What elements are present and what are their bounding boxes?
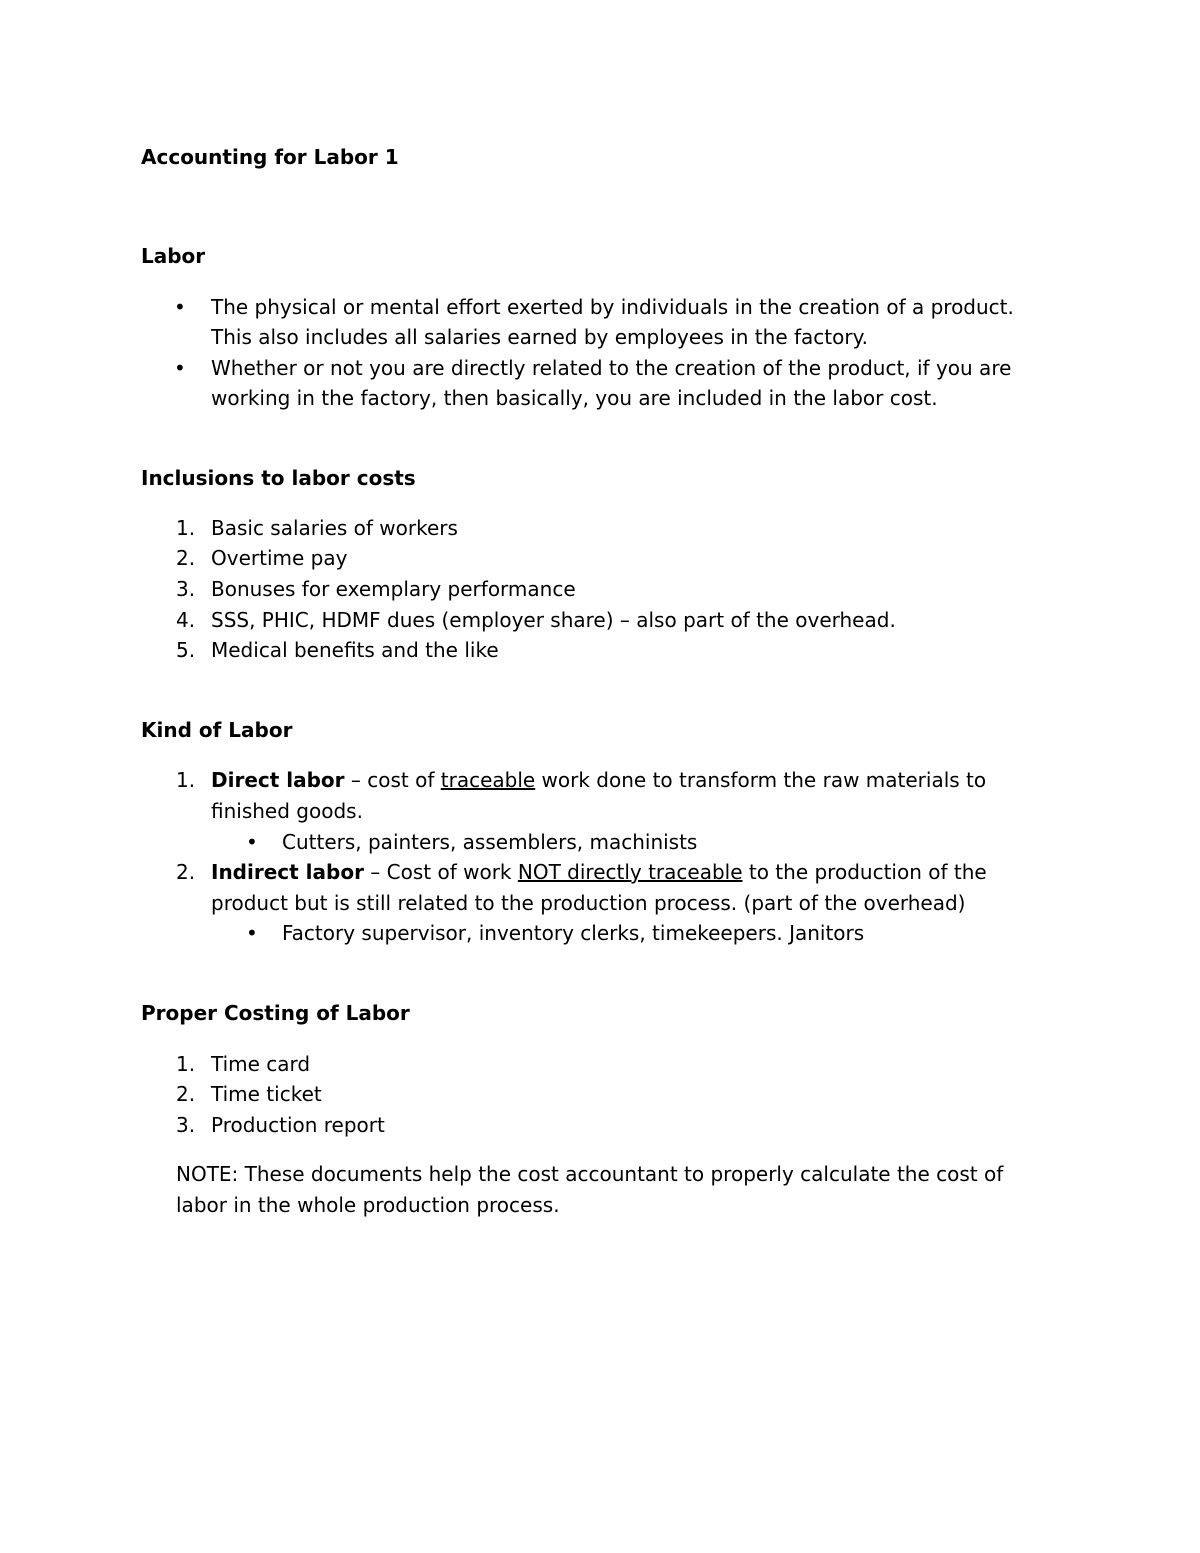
indirect-labor-rest: to the production of the: [742, 860, 987, 884]
direct-labor-line-1: [211, 768, 986, 792]
direct-labor-line-2: finished goods.: [211, 799, 363, 823]
labor-bullet-2-line-1: Whether or not you are directly related to the creation of the product, if you are: [211, 356, 1012, 380]
labor-bullet-1-line-2: This also includes all salaries earned by employees in the factory.: [211, 325, 868, 349]
indirect-labor-examples: Factory supervisor, inventory clerks, timekeepers. Janitors: [282, 921, 865, 945]
list-number: 5.: [176, 638, 196, 662]
list-number: 2.: [176, 1082, 196, 1106]
direct-labor-underlined: traceable: [440, 768, 536, 792]
costing-item: Time card: [211, 1052, 311, 1076]
inclusion-item: Medical benefits and the like: [211, 638, 499, 662]
list-number: 1.: [176, 768, 196, 792]
note-line-1: NOTE: These documents help the cost accountant to properly calculate the cost of: [176, 1162, 1004, 1186]
direct-labor-sep: – cost of: [344, 768, 441, 792]
document-title: Accounting for Labor 1: [141, 145, 399, 169]
list-number: 4.: [176, 608, 196, 632]
list-number: 3.: [176, 1113, 196, 1137]
note-line-2: labor in the whole production process.: [176, 1193, 560, 1217]
bullet-icon: •: [246, 921, 258, 945]
list-number: 3.: [176, 577, 196, 601]
bullet-icon: •: [174, 356, 186, 380]
costing-heading: Proper Costing of Labor: [141, 1001, 410, 1025]
list-number: 1.: [176, 1052, 196, 1076]
indirect-labor-term: Indirect labor: [211, 860, 364, 884]
inclusion-item: SSS, PHIC, HDMF dues (employer share) – also part of the overhead.: [211, 608, 896, 632]
inclusion-item: Overtime pay: [211, 546, 348, 570]
direct-labor-term: Direct labor: [211, 768, 345, 792]
list-number: 2.: [176, 546, 196, 570]
list-number: 1.: [176, 516, 196, 540]
bullet-icon: •: [174, 295, 186, 319]
indirect-labor-sep: – Cost of work: [363, 860, 518, 884]
inclusions-heading: Inclusions to labor costs: [141, 466, 416, 490]
costing-item: Production report: [211, 1113, 385, 1137]
direct-labor-examples: Cutters, painters, assemblers, machinists: [282, 830, 698, 854]
labor-heading: Labor: [141, 244, 206, 268]
direct-labor-rest: work done to transform the raw materials to: [535, 768, 987, 792]
bullet-icon: •: [246, 830, 258, 854]
costing-item: Time ticket: [211, 1082, 322, 1106]
indirect-labor-line-2: product but is still related to the production process. (part of the overhead): [211, 891, 966, 915]
labor-bullet-2-line-2: working in the factory, then basically, you are included in the labor cost.: [211, 386, 938, 410]
indirect-labor-line-1: [211, 860, 987, 884]
inclusion-item: Basic salaries of workers: [211, 516, 458, 540]
kind-heading: Kind of Labor: [141, 718, 293, 742]
list-number: 2.: [176, 860, 196, 884]
inclusion-item: Bonuses for exemplary performance: [211, 577, 576, 601]
indirect-labor-underlined: NOT directly traceable: [517, 860, 743, 884]
labor-bullet-1-line-1: The physical or mental effort exerted by individuals in the creation of a product.: [211, 295, 1014, 319]
